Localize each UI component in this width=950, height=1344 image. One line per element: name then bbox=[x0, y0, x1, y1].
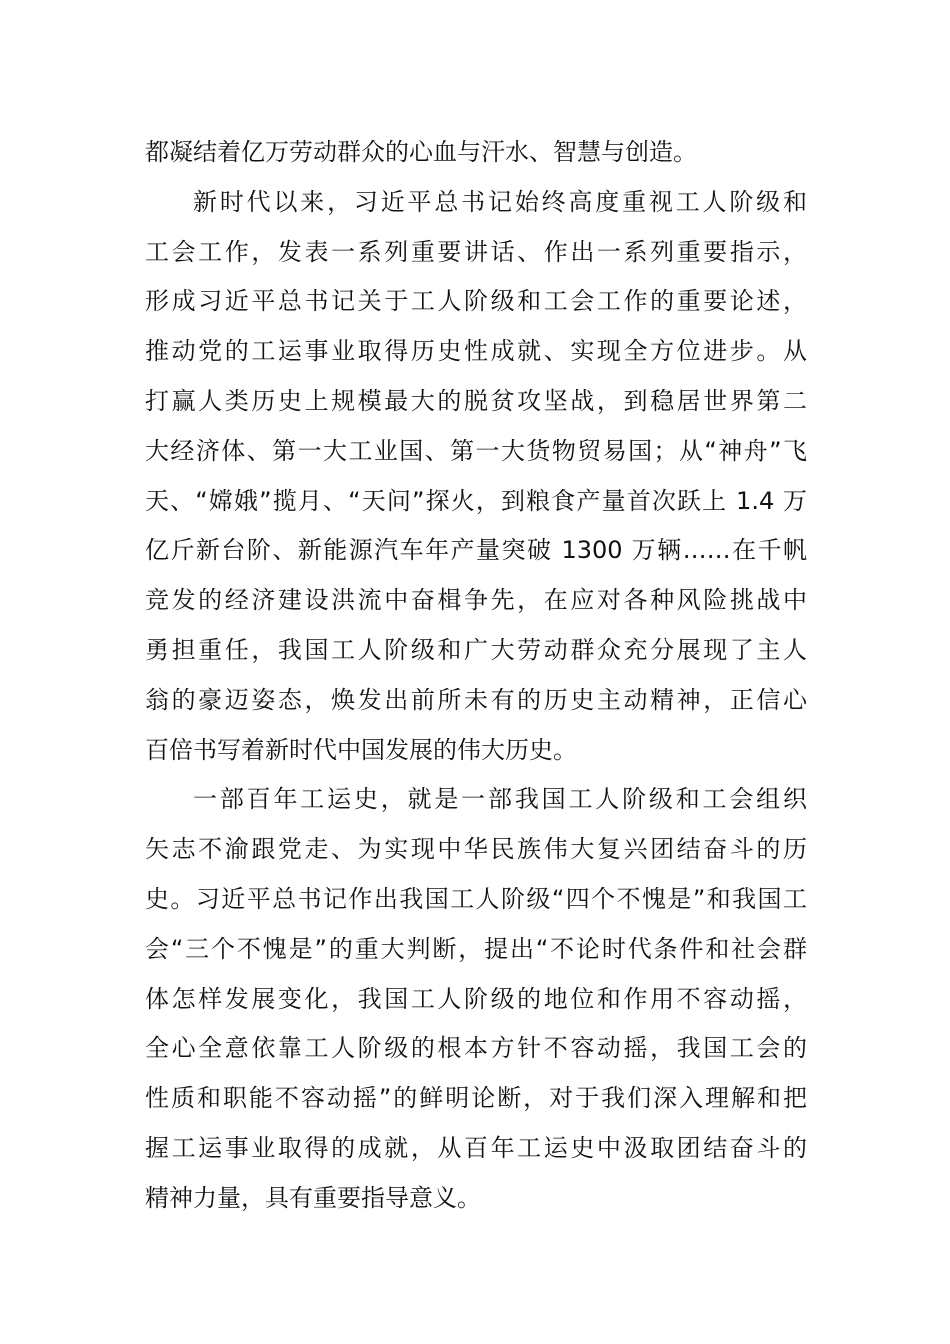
text-line: 矢志不渝跟党走、为实现中华民族伟大复兴团结奋斗的历 bbox=[145, 835, 807, 864]
text-line: 翁的豪迈姿态，焕发出前所未有的历史主动精神，正信心 bbox=[145, 685, 807, 714]
text-line: 打赢人类历史上规模最大的脱贫攻坚战，到稳居世界第二 bbox=[145, 386, 807, 415]
paragraph-first-line: 一部百年工运史，就是一部我国工人阶级和工会组织 bbox=[193, 785, 807, 814]
document-body bbox=[145, 128, 807, 1224]
text-line: 会“三个不愧是”的重大判断，提出“不论时代条件和社会群 bbox=[145, 934, 807, 963]
text-line: 推动党的工运事业取得历史性成就、实现全方位进步。从 bbox=[145, 337, 807, 366]
paragraph-first-line: 新时代以来，习近平总书记始终高度重视工人阶级和 bbox=[193, 187, 807, 216]
text-line: 竞发的经济建设洪流中奋楫争先，在应对各种风险挑战中 bbox=[145, 586, 807, 615]
text-line: 工会工作，发表一系列重要讲话、作出一系列重要指示， bbox=[145, 237, 807, 266]
text-line: 全心全意依靠工人阶级的根本方针不容动摇，我国工会的 bbox=[145, 1034, 807, 1063]
text-line: 百倍书写着新时代中国发展的伟大历史。 bbox=[145, 735, 577, 764]
text-line: 都凝结着亿万劳动群众的心血与汗水、智慧与创造。 bbox=[145, 138, 697, 166]
text-line: 性质和职能不容动摇”的鲜明论断，对于我们深入理解和把 bbox=[145, 1084, 807, 1113]
text-line: 精神力量，具有重要指导意义。 bbox=[145, 1183, 481, 1212]
text-line: 形成习近平总书记关于工人阶级和工会工作的重要论述， bbox=[145, 287, 807, 316]
text-line: 大经济体、第一大工业国、第一大货物贸易国；从“神舟”飞 bbox=[145, 436, 807, 465]
text-line: 史。习近平总书记作出我国工人阶级“四个不愧是”和我国工 bbox=[145, 884, 807, 913]
text-line: 天、“嫦娥”揽月、“天问”探火，到粮食产量首次跃上 1.4 万 bbox=[145, 486, 807, 515]
text-line: 勇担重任，我国工人阶级和广大劳动群众充分展现了主人 bbox=[145, 635, 807, 664]
text-line: 体怎样发展变化，我国工人阶级的地位和作用不容动摇， bbox=[145, 984, 807, 1013]
text-line: 亿斤新台阶、新能源汽车年产量突破 1300 万辆……在千帆 bbox=[145, 536, 807, 565]
text-line: 握工运事业取得的成就，从百年工运史中汲取团结奋斗的 bbox=[145, 1133, 807, 1162]
